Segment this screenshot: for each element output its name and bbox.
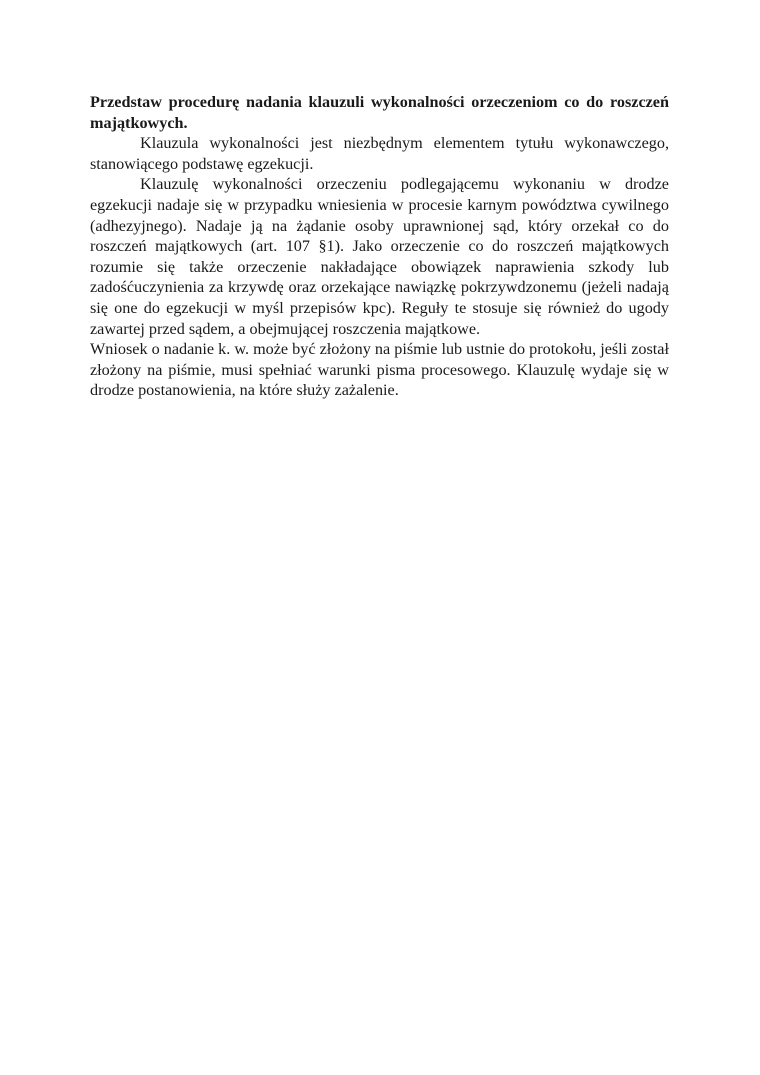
paragraph-2: Klauzulę wykonalności orzeczeniu podlegającemu wykonaniu w drodze egzekucji nadaje się w przypadku wniesienia w procesie karnym powództwa cywilnego (adhezyjnego). Nadaje ją na żądanie osoby uprawnionej sąd, który orzekał co do roszczeń majątkowych (art. 107 §1). Jako orzeczenie co do roszczeń majątkowych rozumie się także orzeczenie nakładające obowiązek naprawienia szkody lub zadośćuczynienia za krzywdę oraz orzekające nawiązkę pokrzywdzonemu (jeżeli nadają się one do egzekucji w myśl przepisów kpc). Reguły te stosuje się również do ugody zawartej przed sądem, a obejmującej roszczenia majątkowe. xyxy=(90,175,669,338)
document-body xyxy=(90,92,669,401)
paragraph-1: Klauzula wykonalności jest niezbędnym elementem tytułu wykonawczego, stanowiącego podstawę egzekucji. xyxy=(90,134,669,173)
paragraph-3: Wniosek o nadanie k. w. może być złożony na piśmie lub ustnie do protokołu, jeśli został złożony na piśmie, musi spełniać warunki pisma procesowego. Klauzulę wydaje się w drodze postanowienia, na które służy zażalenie. xyxy=(90,340,669,400)
document-title: Przedstaw procedurę nadania klauzuli wykonalności orzeczeniom co do roszczeń majątkowych. xyxy=(90,93,669,132)
